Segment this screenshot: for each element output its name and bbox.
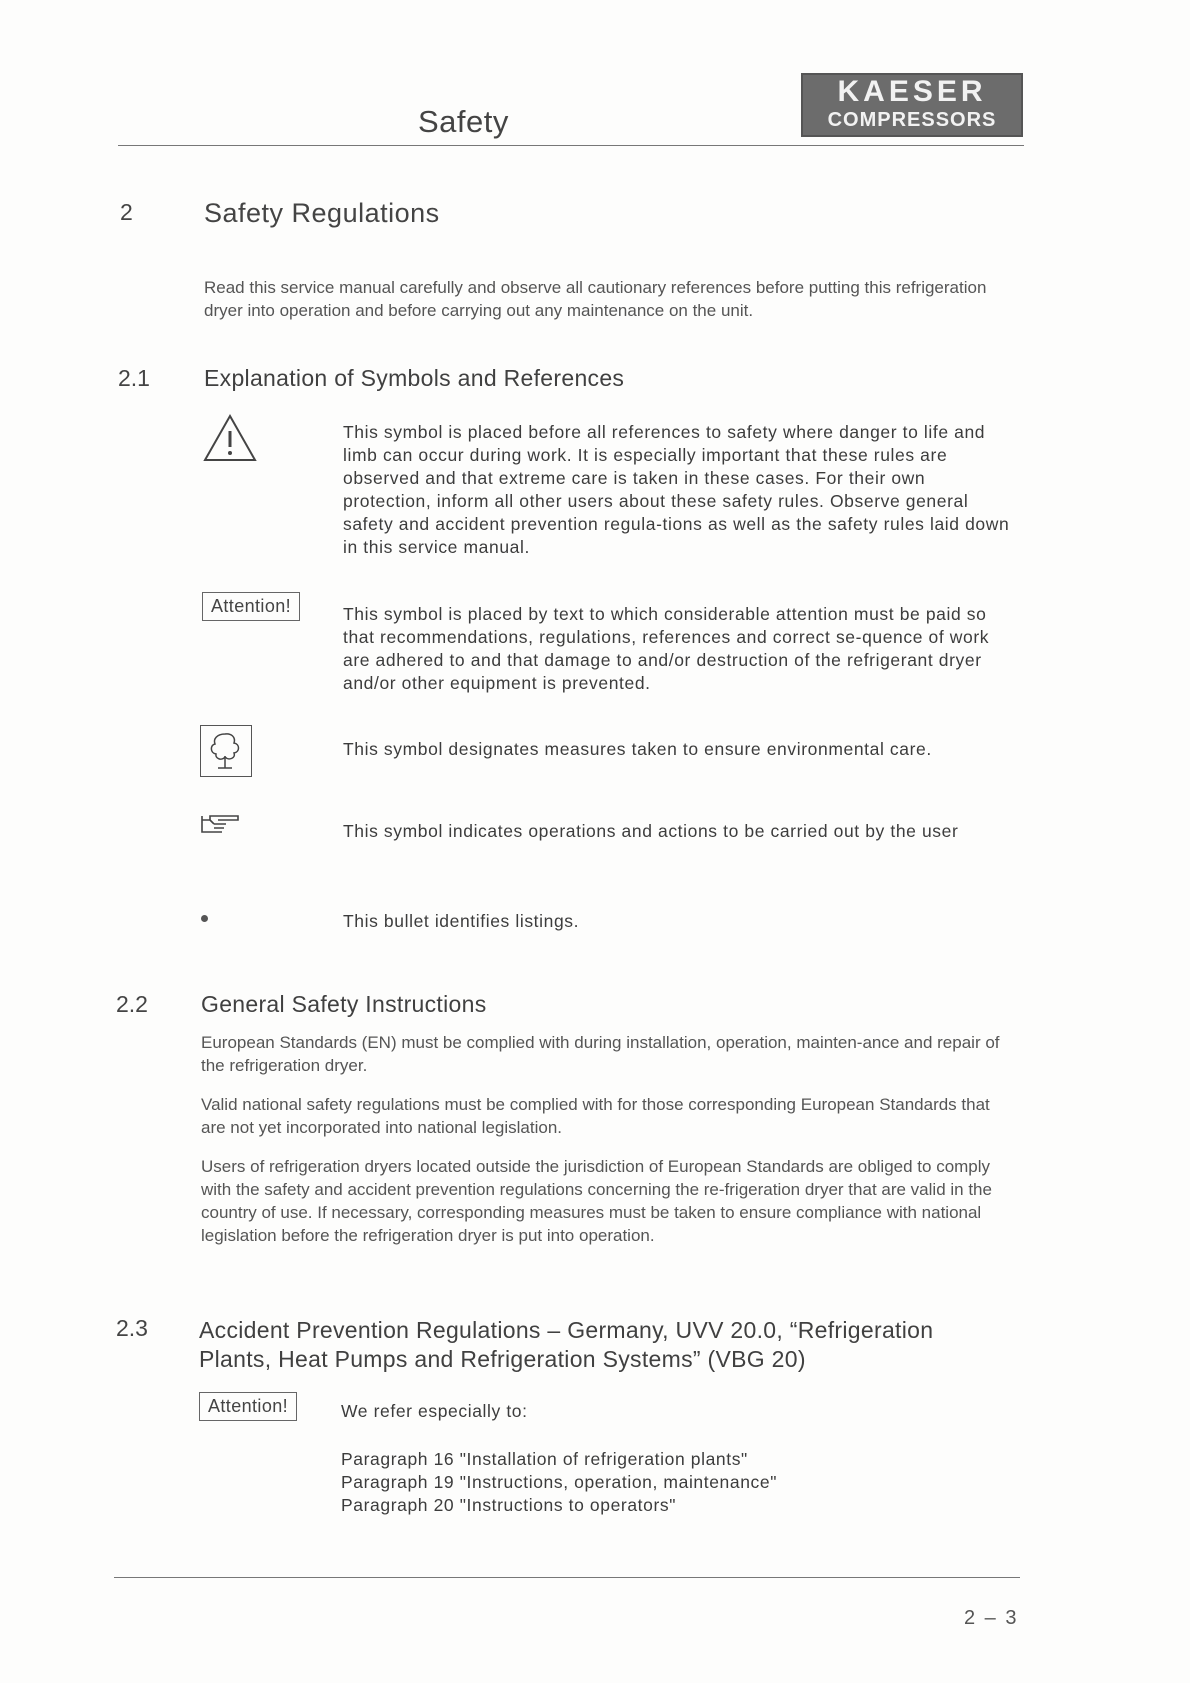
logo-line2: COMPRESSORS	[827, 109, 997, 131]
section-2-1-number: 2.1	[118, 365, 150, 391]
list-item: Paragraph 20 "Instructions to operators"	[341, 1495, 677, 1515]
section-2-title: Safety Regulations	[204, 198, 440, 228]
page-number: 2 – 3	[964, 1607, 1019, 1629]
page-header-title: Safety	[418, 104, 509, 139]
header-rule	[118, 145, 1024, 146]
accident-prevention-intro: We refer especially to:	[341, 1401, 528, 1421]
section-2-1-title: Explanation of Symbols and References	[204, 365, 625, 391]
section-2-intro: Read this service manual carefully and observe all cautionary references before putting this refrigeration dryer into operation and before carrying out any maintenance on the unit.	[204, 278, 987, 320]
symbol-text-environment: This symbol designates measures taken to ensure environmental care.	[343, 739, 932, 759]
attention-label-2: Attention!	[199, 1392, 297, 1421]
attention-label: Attention!	[202, 592, 300, 621]
section-2-2-title: General Safety Instructions	[201, 991, 487, 1017]
section-2-3-title	[199, 1316, 1029, 1374]
section-2-number: 2	[120, 199, 133, 225]
symbol-text-attention: This symbol is placed by text to which considerable attention must be paid so that recommendations, regulations, references and correct se-quence of work are adhered to and that damage to and/or destruction of the refrigerant dryer and/or other equipment is prevented.	[343, 604, 990, 693]
paragraph-list	[341, 1448, 1021, 1517]
general-safety-paragraph-2: Valid national safety regulations must be complied with for those corresponding European Standards that are not yet incorporated into national legislation.	[201, 1095, 990, 1137]
section-2-3-title-line1: Accident Prevention Regulations – Germany, UVV 20.0, “Refrigeration	[199, 1317, 934, 1343]
general-safety-paragraph-1: European Standards (EN) must be complied with during installation, operation, mainten-ance and repair of the refrigeration dryer.	[201, 1033, 1000, 1075]
footer-rule	[114, 1577, 1020, 1578]
general-safety-paragraph-3: Users of refrigeration dryers located outside the jurisdiction of European Standards are obliged to comply with the safety and accident prevention regulations concerning the re-frigeration dryer that are valid in the country of use. If necessary, corresponding measures must be taken to ensure compliance with national legislation before the refrigeration dryer is put into operation.	[201, 1157, 992, 1245]
symbol-text-warning: This symbol is placed before all references to safety where danger to life and limb can occur during work. It is especially important that these rules are observed and that extreme care is taken in these cases. For their own protection, inform all other users about these safety rules. Observe general safety and accident prevention regula-tions as well as the safety rules laid down in this service manual.	[343, 422, 1010, 557]
section-2-3-title-line2: Plants, Heat Pumps and Refrigeration Systems” (VBG 20)	[199, 1346, 806, 1372]
symbol-text-bullet: This bullet identifies listings.	[343, 911, 580, 931]
kaeser-logo	[801, 73, 1023, 137]
section-2-2-number: 2.2	[116, 991, 148, 1017]
logo-line1: KAESER	[837, 75, 987, 108]
section-2-3-number: 2.3	[116, 1315, 148, 1341]
warning-triangle-icon	[202, 413, 258, 463]
bullet-icon	[201, 915, 208, 922]
symbol-text-user: This symbol indicates operations and actions to be carried out by the user	[343, 821, 959, 841]
list-item: Paragraph 19 "Instructions, operation, maintenance"	[341, 1472, 778, 1492]
tree-icon	[200, 725, 252, 777]
list-item: Paragraph 16 "Installation of refrigeration plants"	[341, 1449, 748, 1469]
pointing-hand-icon	[200, 812, 242, 836]
